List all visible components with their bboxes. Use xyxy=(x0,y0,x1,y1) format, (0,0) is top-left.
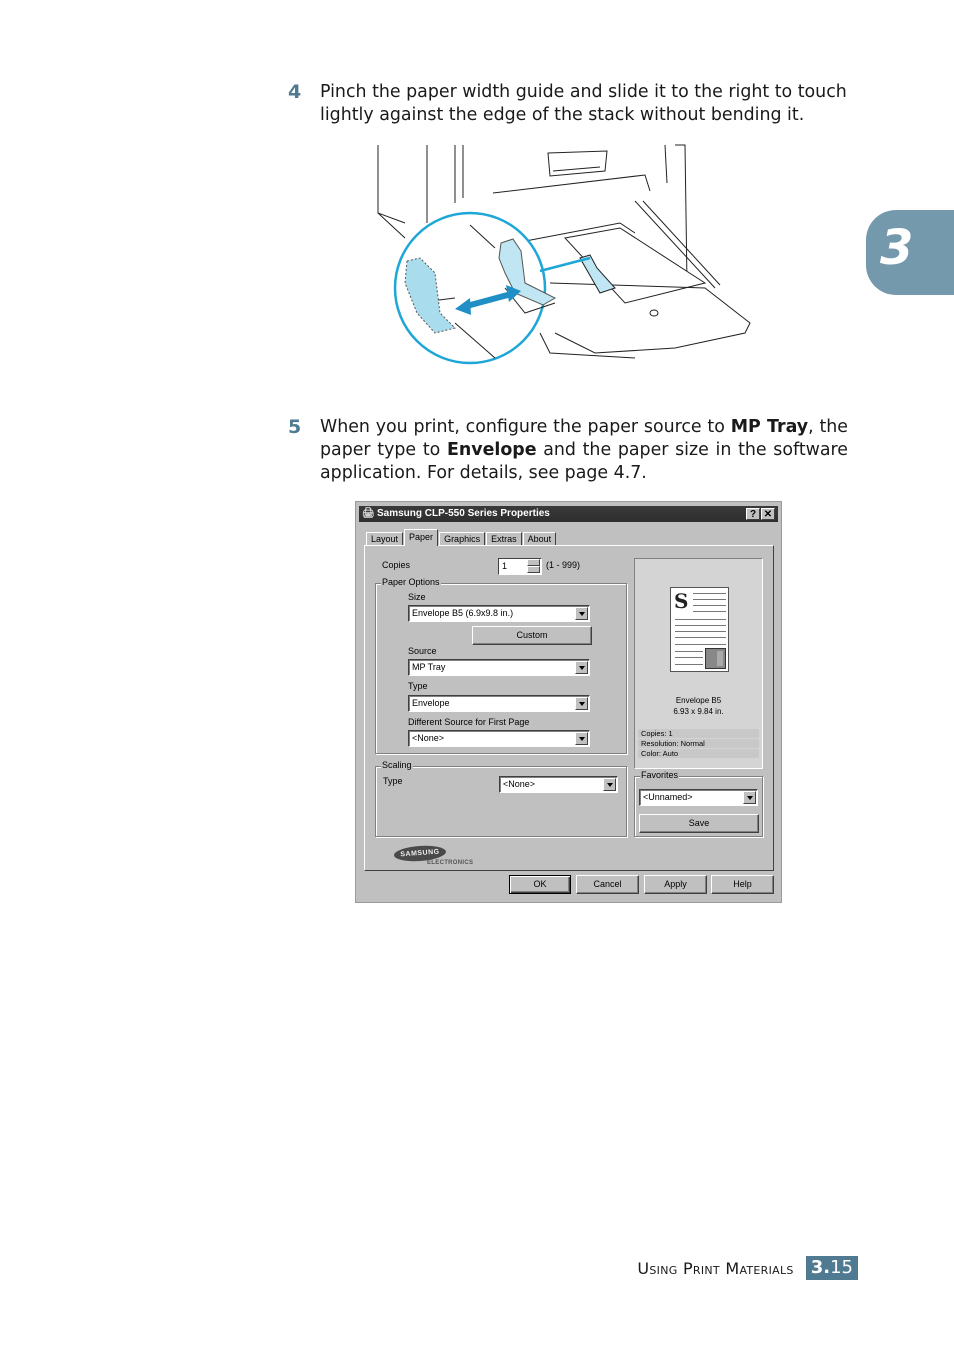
text-run: , the paper type to xyxy=(320,417,848,460)
samsung-electronics-text: ELECTRONICS xyxy=(427,860,474,866)
dialog-title: Samsung CLP-550 Series Properties xyxy=(377,508,550,519)
chapter-tab xyxy=(866,210,954,295)
custom-button[interactable]: Custom xyxy=(472,626,592,645)
scaling-type-label: Type xyxy=(383,776,403,786)
tab-about[interactable]: About xyxy=(523,532,557,546)
copies-stepper[interactable] xyxy=(498,558,542,575)
ok-button[interactable]: OK xyxy=(509,875,571,894)
tab-graphics[interactable]: Graphics xyxy=(439,532,485,546)
first-page-source-label: Different Source for First Page xyxy=(408,717,530,727)
close-icon[interactable]: ✕ xyxy=(761,508,775,520)
chevron-down-icon[interactable] xyxy=(575,607,588,620)
chapter-prefix: 3. xyxy=(810,1257,831,1278)
favorites-group xyxy=(634,770,763,837)
chapter-number: 3 xyxy=(880,220,914,276)
help-button[interactable]: Help xyxy=(711,875,774,894)
title-bar xyxy=(359,506,778,522)
scaling-type-select[interactable] xyxy=(499,776,618,793)
printer-tray-drawing xyxy=(375,143,755,375)
scaling-type-value: <None> xyxy=(503,779,536,789)
section-title: Using Print Materials xyxy=(637,1258,794,1278)
page-preview-thumbnail xyxy=(670,587,729,672)
copies-label: Copies xyxy=(382,560,411,570)
preview-s-glyph: S xyxy=(674,589,689,613)
copies-range: (1 - 999) xyxy=(546,560,581,570)
size-label: Size xyxy=(408,592,426,602)
printer-properties-dialog xyxy=(355,501,782,903)
text-run: When you print, configure the paper source to xyxy=(320,417,731,437)
step-text: Pinch the paper width guide and slide it to the right to touch lightly against the edge of the stack without bending it. xyxy=(320,82,847,125)
tab-layout[interactable]: Layout xyxy=(366,532,403,546)
text-run: and the paper size in the software application. For details, see page 4.7. xyxy=(320,440,848,483)
printer-icon: 🖨 xyxy=(362,508,375,519)
page-footer xyxy=(637,1256,858,1280)
spin-up-button[interactable] xyxy=(527,559,540,566)
page-number: 15 xyxy=(830,1257,853,1278)
preview-paper-name: Envelope B5 xyxy=(675,696,722,705)
first-page-source-select[interactable] xyxy=(408,730,590,747)
tab-paper[interactable]: Paper xyxy=(404,529,438,546)
emphasis-envelope: Envelope xyxy=(446,440,537,460)
chevron-down-icon[interactable] xyxy=(575,661,588,674)
type-label: Type xyxy=(408,681,428,691)
emphasis-mp-tray: MP Tray xyxy=(730,417,809,437)
step-number: 5 xyxy=(288,416,302,438)
paper-options-group xyxy=(375,577,627,754)
apply-button[interactable]: Apply xyxy=(644,875,707,894)
size-value: Envelope B5 (6.9x9.8 in.) xyxy=(412,608,514,618)
paper-options-legend: Paper Options xyxy=(382,577,440,587)
preview-image-icon xyxy=(705,648,726,669)
first-page-source-value: <None> xyxy=(412,733,445,743)
step-text xyxy=(320,416,848,485)
tab-extras[interactable]: Extras xyxy=(486,532,522,546)
chevron-down-icon[interactable] xyxy=(603,778,616,791)
type-value: Envelope xyxy=(412,698,450,708)
preview-paper-dims: 6.93 x 9.84 in. xyxy=(673,707,724,716)
samsung-logo: SAMSUNG xyxy=(394,844,447,863)
cancel-button[interactable]: Cancel xyxy=(576,875,639,894)
scaling-legend: Scaling xyxy=(382,760,412,770)
copies-value: 1 xyxy=(502,561,508,571)
help-title-button[interactable]: ? xyxy=(746,508,760,520)
step-number: 4 xyxy=(288,81,302,103)
paper-tab-panel xyxy=(364,545,774,871)
tab-strip xyxy=(366,529,557,546)
paper-preview-panel xyxy=(634,558,763,769)
spin-down-button[interactable] xyxy=(527,566,540,573)
info-resolution: Resolution: Normal xyxy=(638,739,759,748)
save-favorite-button[interactable]: Save xyxy=(639,814,759,833)
size-select[interactable] xyxy=(408,605,590,622)
tray-guide-illustration xyxy=(375,143,755,375)
info-copies: Copies: 1 xyxy=(638,729,759,738)
info-color: Color: Auto xyxy=(638,749,759,758)
scaling-group xyxy=(375,760,627,837)
source-value: MP Tray xyxy=(412,662,446,672)
page-number-badge xyxy=(806,1256,858,1280)
favorites-value: <Unnamed> xyxy=(643,792,693,802)
favorites-legend: Favorites xyxy=(641,770,679,780)
type-select[interactable] xyxy=(408,695,590,712)
source-select[interactable] xyxy=(408,659,590,676)
favorites-select[interactable] xyxy=(639,789,758,806)
chevron-down-icon[interactable] xyxy=(575,732,588,745)
chevron-down-icon[interactable] xyxy=(575,697,588,710)
source-label: Source xyxy=(408,646,437,656)
chevron-down-icon[interactable] xyxy=(743,791,756,804)
